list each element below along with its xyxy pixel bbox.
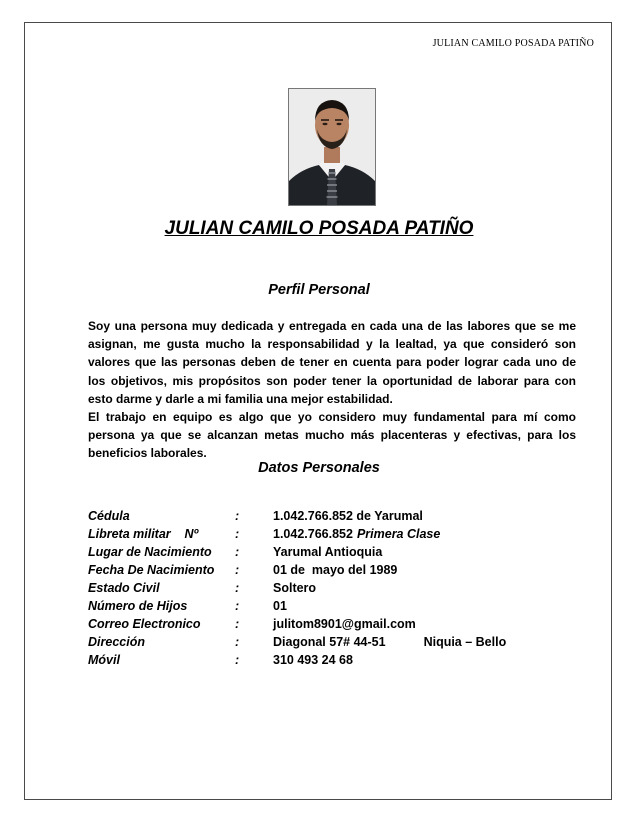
- main-name-title: JULIAN CAMILO POSADA PATIÑO: [164, 218, 474, 239]
- row-colon: :: [235, 563, 240, 577]
- datos-row-fecha-nacimiento: [88, 563, 588, 581]
- row-value: 1.042.766.852 de Yarumal: [273, 509, 423, 523]
- row-label: Libreta militar Nº: [88, 527, 199, 541]
- datos-personales-heading: Datos Personales: [258, 460, 380, 476]
- row-value-extra: Niquia – Bello: [423, 635, 507, 649]
- row-label: Móvil: [88, 653, 120, 667]
- row-colon: :: [235, 599, 240, 613]
- datos-row-libreta-militar: [88, 527, 588, 545]
- row-colon: :: [235, 581, 240, 595]
- row-value: 01: [273, 599, 287, 613]
- row-colon: :: [235, 527, 240, 541]
- row-label: Número de Hijos: [88, 599, 188, 613]
- row-value: Yarumal Antioquia: [273, 545, 383, 559]
- datos-row-correo: [88, 617, 588, 635]
- row-label: Correo Electronico: [88, 617, 201, 631]
- datos-row-direccion: [88, 635, 588, 653]
- row-value: 310 493 24 68: [273, 653, 353, 667]
- row-label: Fecha De Nacimiento: [88, 563, 215, 577]
- row-label: Estado Civil: [88, 581, 160, 595]
- row-value: Diagonal 57# 44-51: [273, 635, 386, 649]
- row-colon: :: [235, 509, 240, 523]
- row-label: Cédula: [88, 509, 130, 523]
- datos-row-numero-hijos: [88, 599, 588, 617]
- datos-row-estado-civil: [88, 581, 588, 599]
- datos-row-movil: [88, 653, 588, 671]
- row-value: 1.042.766.852: [273, 527, 353, 541]
- datos-row-lugar-nacimiento: [88, 545, 588, 563]
- row-colon: :: [235, 653, 240, 667]
- profile-photo: [288, 88, 376, 206]
- row-value-extra: Primera Clase: [356, 527, 441, 541]
- page-header-name: JULIAN CAMILO POSADA PATIÑO: [432, 38, 594, 49]
- datos-row-cedula: [88, 509, 588, 527]
- row-colon: :: [235, 617, 240, 631]
- row-colon: :: [235, 635, 240, 649]
- row-value-group: [273, 527, 440, 541]
- row-value: Soltero: [273, 581, 317, 595]
- perfil-personal-text: [88, 317, 576, 463]
- profile-photo-image: [289, 89, 375, 205]
- row-value: 01 de mayo del 1989: [273, 563, 398, 577]
- row-value: julitom8901@gmail.com: [273, 617, 416, 631]
- perfil-personal-heading: Perfil Personal: [268, 282, 370, 298]
- perfil-paragraph-2: El trabajo en equipo es algo que yo considero muy fundamental para mí como persona ya que se alcanzan metas mucho más placenteras y efectivas, para los beneficios laborales.: [88, 410, 576, 461]
- row-label: Dirección: [88, 635, 145, 649]
- perfil-paragraph-1: Soy una persona muy dedicada y entregada en cada una de las labores que se me asignan, me gusta mucho la responsabilidad y la lealtad, ya que consideró son valores que las personas deben de tener en cuenta para poder lograr cada uno de los objetivos, mis propósitos son poder tener la oportunidad de laborar para con esto darme y darle a mi familia una mejor estabilidad.: [88, 319, 576, 406]
- row-label: Lugar de Nacimiento: [88, 545, 212, 559]
- row-colon: :: [235, 545, 240, 559]
- row-value-group: [273, 635, 506, 649]
